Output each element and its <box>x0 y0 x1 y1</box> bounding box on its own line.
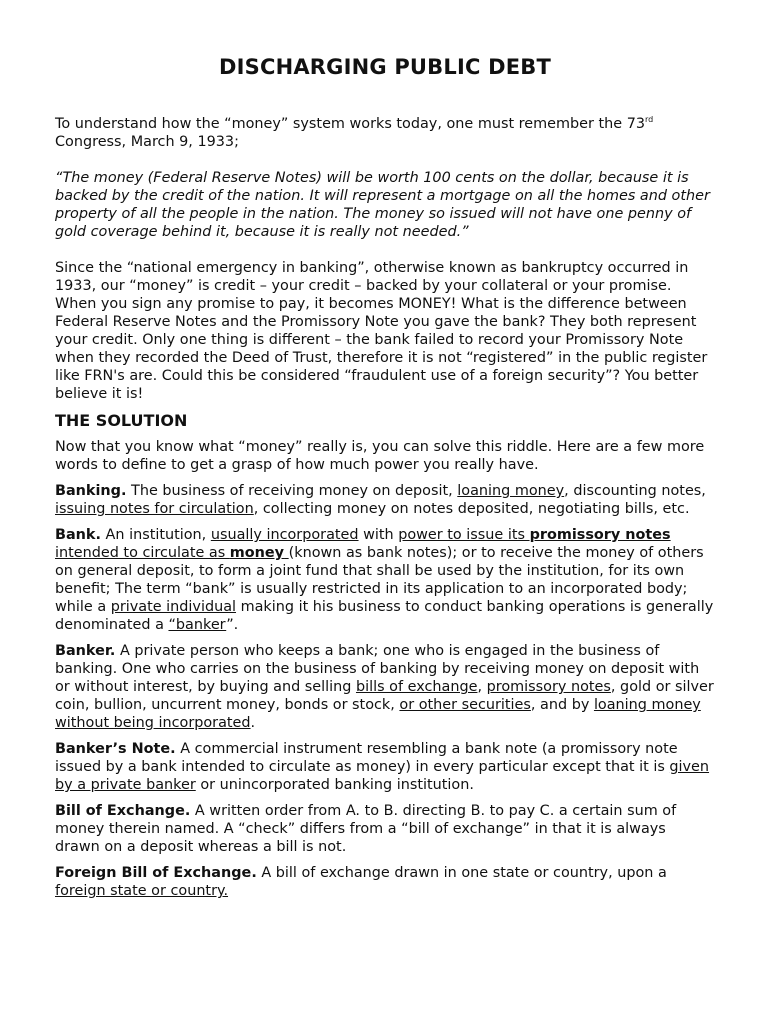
definition-term: Banker’s Note. <box>55 741 176 757</box>
definition-term: Bank. <box>55 527 101 543</box>
intro-text-continued: Congress, March 9, 1933; <box>55 134 239 150</box>
definition-text: A written order from A. to B. directing B. to pay C. a certain sum of money therein named. A “check” differs from a “bill of exchange” in that it is always drawn on a deposit whereas a bill is not. <box>55 803 677 855</box>
definition-foreign-bill <box>55 864 715 900</box>
definition-banking <box>55 482 715 518</box>
definition-text: ”. <box>226 617 239 633</box>
definition-bill-of-exchange <box>55 802 715 856</box>
solution-heading: THE SOLUTION <box>55 411 188 430</box>
definition-text: A bill of exchange drawn in one state or country, upon a <box>256 865 667 881</box>
definition-text: , collecting money on notes deposited, negotiating bills, etc. <box>253 501 690 517</box>
underlined-phrase: loaning money <box>457 483 565 499</box>
bold-underlined-phrase: promissory notes <box>529 527 671 543</box>
definition-text: , and by <box>530 697 594 713</box>
underlined-phrase: intended to circulate as <box>55 545 230 561</box>
definition-text: , <box>477 679 487 695</box>
definition-banker <box>55 642 715 732</box>
definition-bankers-note <box>55 740 715 794</box>
definition-term: Foreign Bill of Exchange. <box>55 865 257 881</box>
ordinal-superscript: rd <box>645 115 654 124</box>
underlined-phrase: or other securities <box>399 697 531 713</box>
underlined-phrase: power to issue its <box>398 527 530 543</box>
definition-text: An institution, <box>100 527 211 543</box>
definition-text: or unincorporated banking institution. <box>195 777 474 793</box>
definition-term: Banker. <box>55 643 116 659</box>
underlined-phrase: “banker <box>168 617 227 633</box>
definition-text: A private person who keeps a bank; one who is engaged in the business of banking. One who carries on the business of banking by receiving money on deposit with or without interest, by buying and selling <box>55 643 700 695</box>
underlined-phrase: foreign state or country. <box>55 883 229 899</box>
underlined-phrase: promissory notes <box>486 679 611 695</box>
underlined-phrase: private individual <box>110 599 237 615</box>
definition-bank <box>55 526 715 634</box>
underlined-phrase: loaning money without being incorporated <box>55 697 701 731</box>
solution-intro: Now that you know what “money” really is, you can solve this riddle. Here are a few more words to define to get a grasp of how much power you really have. <box>55 439 705 473</box>
quote-paragraph: “The money (Federal Reserve Notes) will be worth 100 cents on the dollar, because it is backed by the credit of the nation. It will represent a mortgage on all the homes and other property of all the people in the nation. The money so issued will not have one penny of gold coverage behind it, because it is really not needed.” <box>55 170 710 240</box>
definition-text: (known as bank notes); or to receive the money of others on general deposit, to form a joint fund that shall be used by the institution, for its own benefit; The term “bank” is usually restricted in its application to an incorporated body; while a <box>55 545 704 615</box>
underlined-phrase: usually incorporated <box>210 527 359 543</box>
definition-text: . <box>250 715 256 731</box>
underlined-phrase: issuing notes for circulation <box>55 501 254 517</box>
emergency-paragraph: Since the “national emergency in banking”, otherwise known as bankruptcy occurred in 1933, our “money” is credit – your credit – backed by your collateral or your promise. When you sign any promise to pay, it becomes MONEY! What is the difference between Federal Reserve Notes and the Promissory Note you gave the bank? They both represent your credit. Only one thing is different – the bank failed to record your Promissory Note when they recorded the Deed of Trust, therefore it is not “registered” in the public register like FRN's are. Could this be considered “fraudulent use of a foreign security”? You better believe it is! <box>55 260 708 402</box>
definition-term: Bill of Exchange. <box>55 803 191 819</box>
underlined-phrase: bills of exchange <box>355 679 478 695</box>
page-title: DISCHARGING PUBLIC DEBT <box>218 55 552 79</box>
definition-text: The business of receiving money on deposit, <box>126 483 458 499</box>
bold-underlined-phrase: money <box>229 545 285 561</box>
definition-text: A commercial instrument resembling a bank note (a promissory note issued by a bank intended to circulate as money) in every particular except that it is <box>55 741 678 775</box>
definition-text: with <box>358 527 399 543</box>
definition-term: Banking. <box>55 483 127 499</box>
document-page <box>55 55 715 908</box>
underlined-phrase: given by a private banker <box>55 759 710 793</box>
definition-text: , gold or silver coin, bullion, uncurrent money, bonds or stock, <box>55 679 714 713</box>
intro-text: To understand how the “money” system works today, one must remember the 73 <box>55 116 646 132</box>
intro-paragraph <box>55 115 715 151</box>
definition-text: making it his business to conduct banking operations is generally denominated a <box>55 599 714 633</box>
definition-text: , discounting notes, <box>564 483 706 499</box>
